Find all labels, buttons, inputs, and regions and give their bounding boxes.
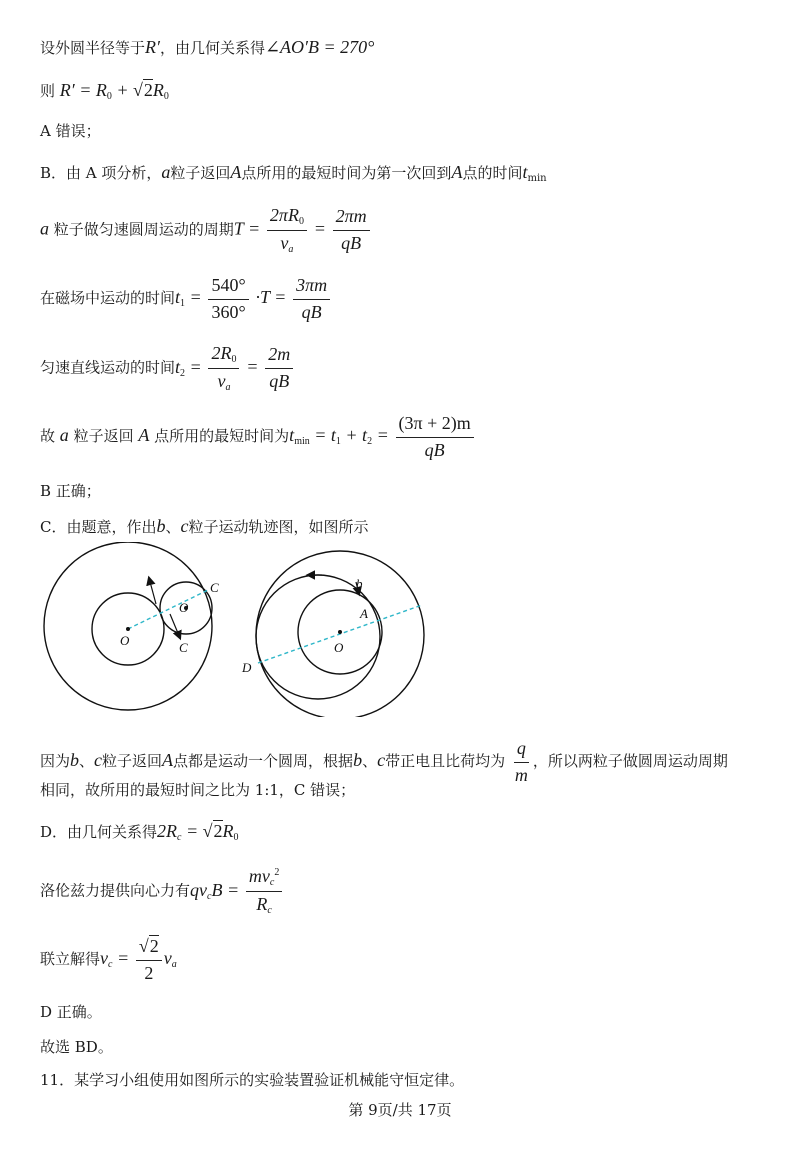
label-O-right: O [334, 640, 344, 655]
left-outer-circle [44, 542, 212, 710]
text-line-10: C．由题意，作出b、c粒子运动轨迹图，如图所示 [40, 516, 369, 536]
text-line-6: 在磁场中运动的时间$t_1$ = $\frac{540^\circ}{360^\circ}$ ·T = $\frac{3\pi m}{qB}$ [40, 275, 332, 323]
right-trajectory-circle [256, 575, 380, 699]
text-line-8: 故 a 粒子返回 A 点所用的最短时间为$t_{min} = t_1 + t_2$ = $\frac{(3\pi + 2)m}{qB}$ [40, 413, 476, 461]
text-line-17: 故选 BD。 [40, 1038, 113, 1056]
text-line-2: 则 $R' = R_0 + √2R_0$ [40, 80, 169, 102]
label-b: b [356, 576, 363, 591]
text-line-16: D 正确。 [40, 1003, 102, 1021]
text-line-11: 因为b、c粒子返回A点都是运动一个圆周，根据b、c带正电且比荷均为 $\frac{q}{m}$ ，所以两粒子做圆周运动周期 [40, 738, 728, 785]
text-line-1: 设外圆半径等于R′，由几何关系得∠AO′B = 270° [40, 37, 375, 57]
left-dashed-line [128, 590, 208, 629]
text-line-7: 匀速直线运动的时间$t_2$ = $\frac{2R_0}{v_a}$ = $\frac{2m}{qB}$ [40, 343, 295, 394]
label-D: D [242, 660, 252, 675]
text-line-13: D．由几何关系得$2R_c = √2R_0$ [40, 821, 239, 843]
text-line-9: B 正确； [40, 482, 101, 500]
label-A: A [360, 606, 368, 621]
text-line-5: a 粒子做匀速圆周运动的周期T = $\frac{2\pi R_0}{v_a}$ = $\frac{2\pi m}{qB}$ [40, 205, 372, 256]
page-footer: 第 9页/共 17页 [348, 1101, 452, 1119]
trajectory-figure [36, 542, 436, 717]
text-line-4: B．由 A 项分析，a粒子返回A点所用的最短时间为第一次回到A点的时间$t_{min}$ [40, 162, 547, 184]
text-line-15: 联立解得$v_c$ = $\frac{√2}{2}$ $v_a$ [40, 936, 177, 983]
text-line-14: 洛伦兹力提供向心力有$qv_cB$ = $\frac{mv_c^2}{R_c}$ [40, 866, 284, 917]
text-line-18: 11．某学习小组使用如图所示的实验装置验证机械能守恒定律。 [40, 1071, 465, 1089]
text-line-3: A 错误； [40, 122, 101, 140]
label-O-left: O [120, 633, 130, 648]
left-arrow-down [170, 614, 180, 638]
left-center-dot-O [126, 627, 130, 631]
label-C-bottom: C [179, 640, 188, 655]
label-C-top: C [210, 580, 219, 595]
label-Oc: O [179, 600, 189, 615]
right-center-dot-O [338, 630, 342, 634]
text-line-12: 相同，故所用的最短时间之比为 1:1，C 错误； [40, 781, 356, 799]
